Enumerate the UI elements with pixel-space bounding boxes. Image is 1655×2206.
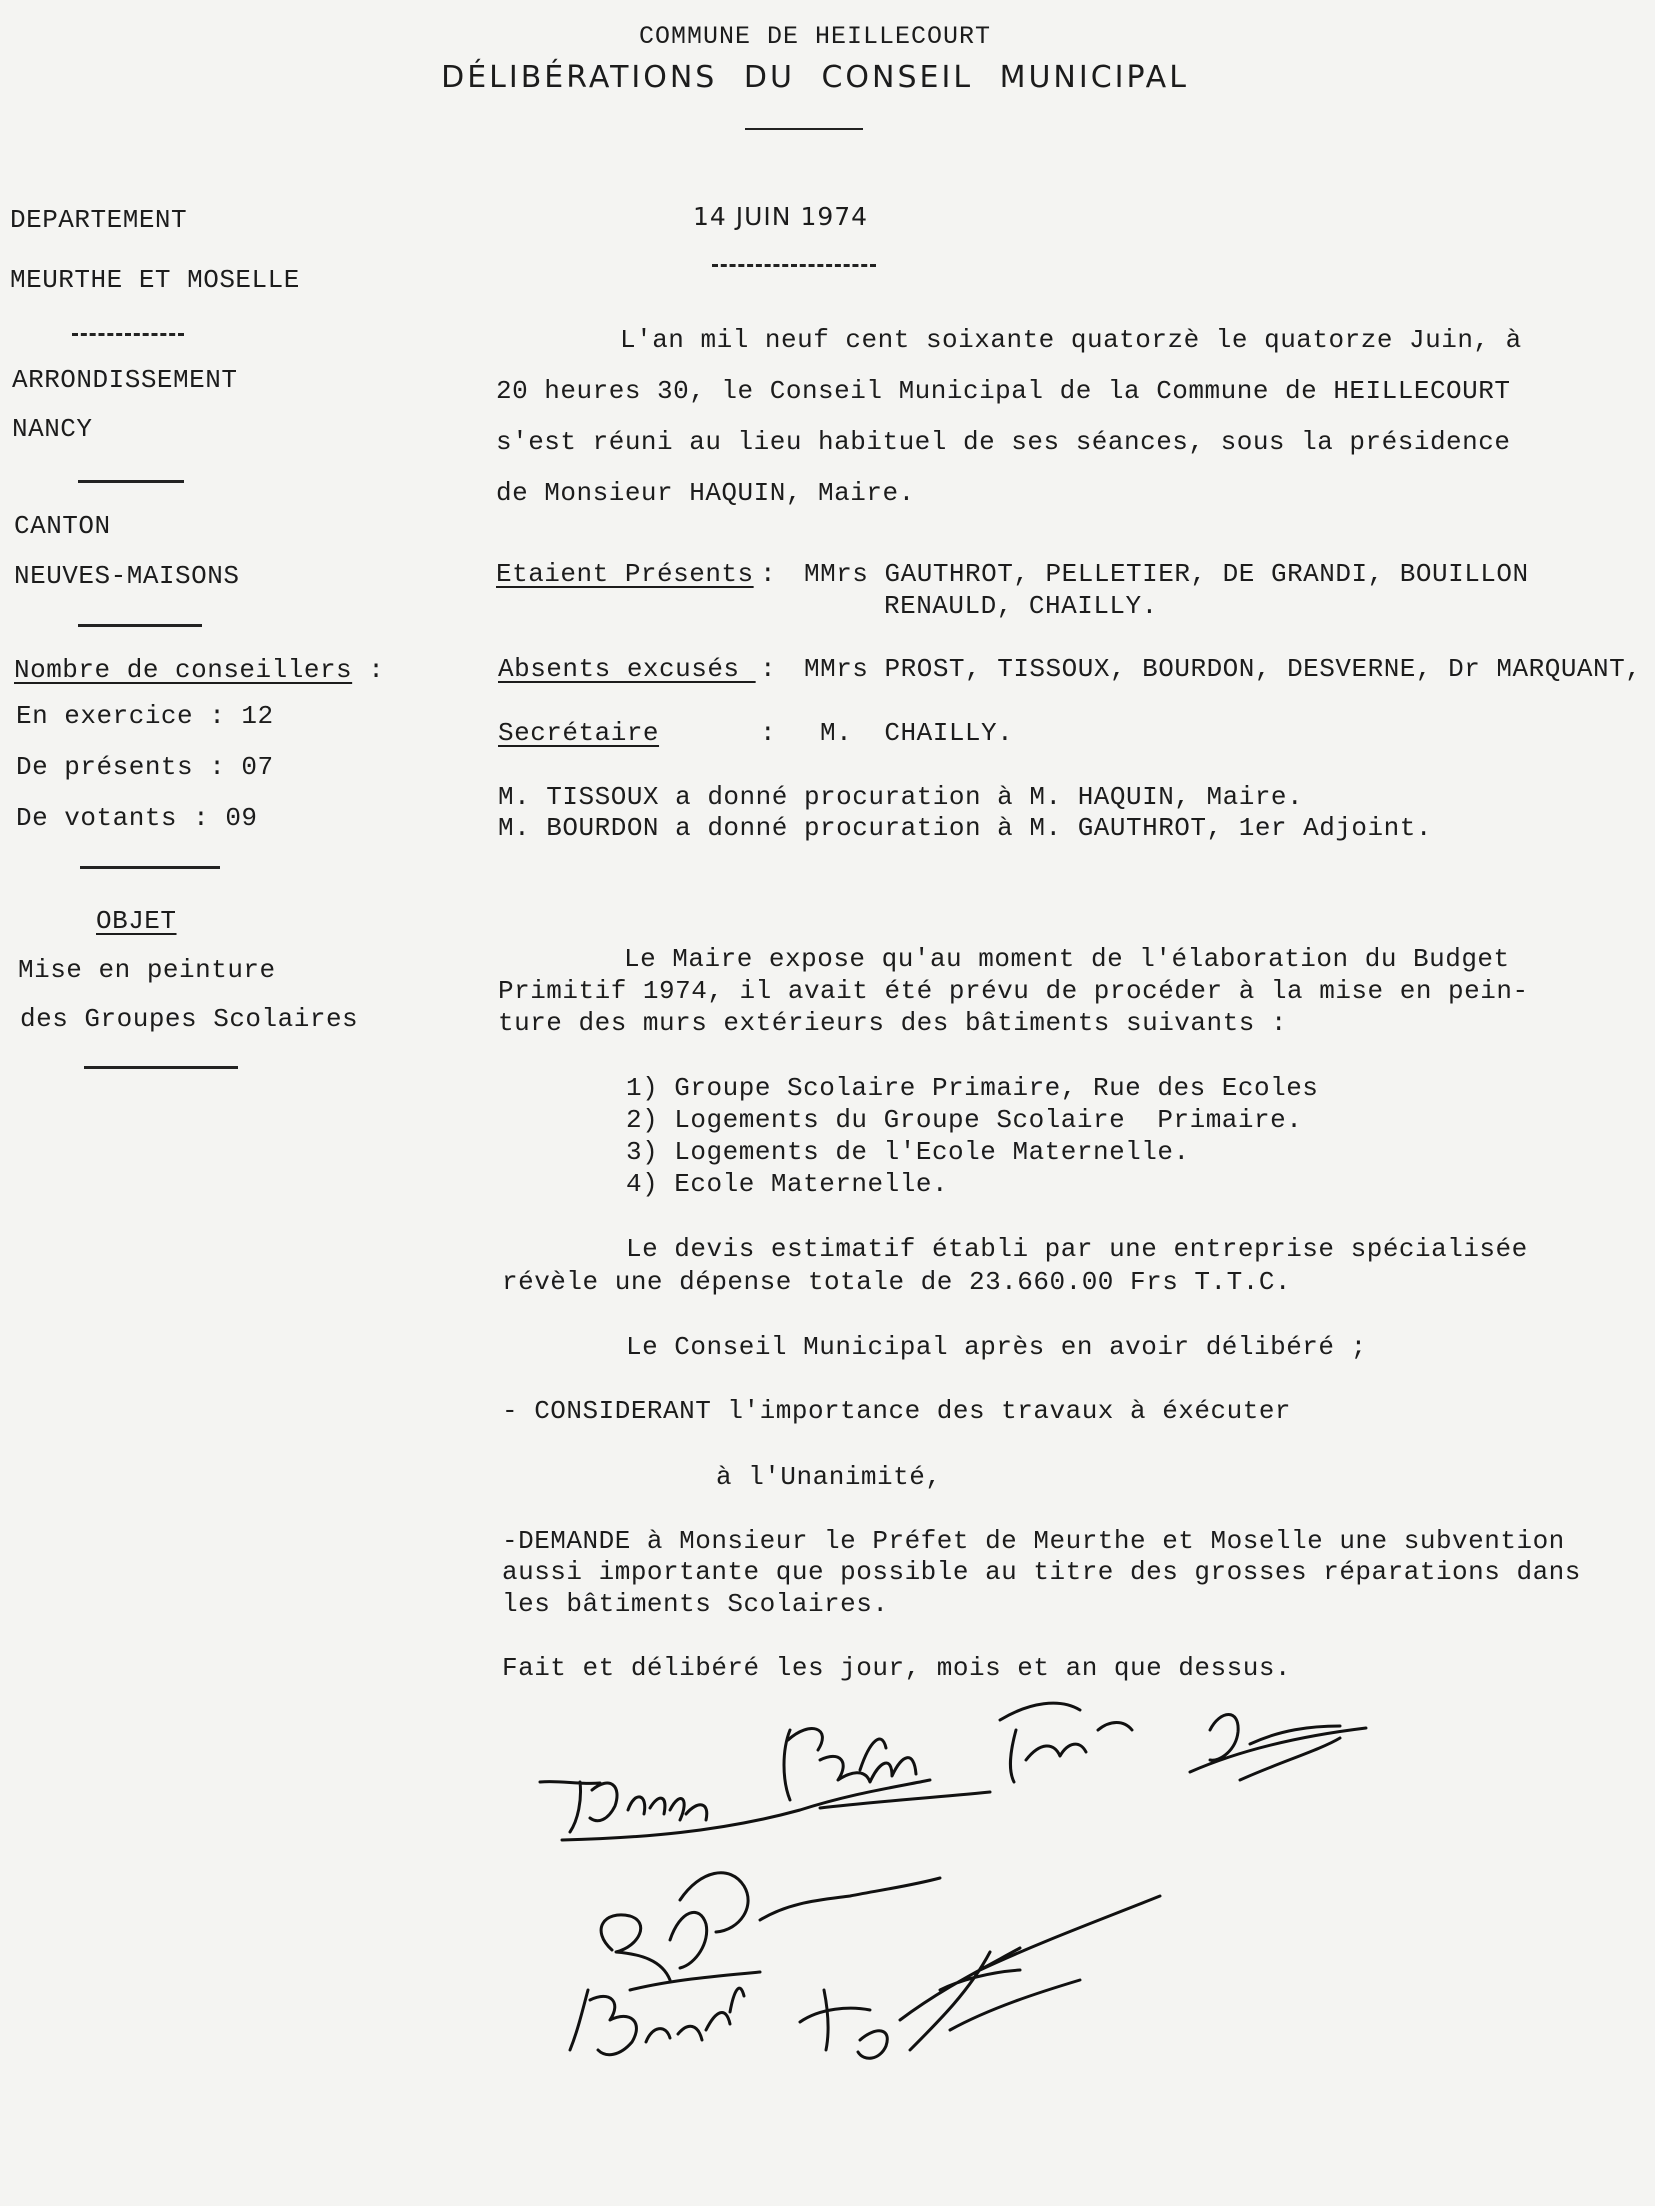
demande-line: aussi importante que possible au titre des grosses réparations dans: [502, 1557, 1581, 1587]
conseil-line: Le Conseil Municipal après en avoir délibéré ;: [626, 1332, 1367, 1362]
closing-line: Fait et délibéré les jour, mois et an que dessus.: [502, 1653, 1292, 1683]
canton-value: NEUVES-MAISONS: [14, 561, 240, 591]
sidebar-divider: [84, 1066, 238, 1069]
demande-line: les bâtiments Scolaires.: [502, 1589, 889, 1619]
departement-value: MEURTHE ET MOSELLE: [10, 265, 300, 295]
date-divider: [712, 264, 876, 267]
absents-label: Absents excusés: [498, 654, 756, 684]
presents-label: Etaient Présents: [496, 559, 754, 589]
sidebar-divider: [72, 333, 184, 336]
presents-colon: :: [760, 559, 777, 589]
presents-list: MMrs GAUTHROT, PELLETIER, DE GRANDI, BOUILLON: [804, 559, 1529, 589]
objet-line: Mise en peinture: [18, 955, 276, 985]
demande-line: -DEMANDE à Monsieur le Préfet de Meurthe et Moselle une subvention: [502, 1526, 1565, 1556]
commune-heading: COMMUNE DE HEILLECOURT: [638, 22, 992, 51]
signature: [784, 1729, 990, 1808]
considerant-line: - CONSIDERANT l'importance des travaux à éxécuter: [502, 1396, 1292, 1426]
session-date: 14 JUIN 1974: [693, 202, 869, 231]
expose-line: Le Maire expose qu'au moment de l'élaboration du Budget: [624, 944, 1510, 974]
signature: [680, 1873, 940, 1932]
presents-list: RENAULD, CHAILLY.: [884, 591, 1158, 621]
unanimite-line: à l'Unanimité,: [716, 1462, 942, 1492]
canton-label: CANTON: [14, 511, 111, 541]
batiment-item: 2) Logements du Groupe Scolaire Primaire.: [626, 1105, 1303, 1135]
absents-list: MMrs PROST, TISSOUX, BOURDON, DESVERNE, Dr MARQUANT,: [804, 654, 1642, 684]
presents-count: De présents : 07: [16, 752, 274, 782]
procuration-line: M. TISSOUX a donné procuration à M. HAQUIN, Maire.: [498, 782, 1304, 812]
objet-label: OBJET: [96, 906, 177, 936]
intro-line: 20 heures 30, le Conseil Municipal de la Commune de HEILLECOURT: [496, 376, 1511, 406]
batiment-item: 3) Logements de l'Ecole Maternelle.: [626, 1137, 1190, 1167]
sidebar-divider: [78, 480, 184, 483]
page-title: DÉLIBÉRATIONS DU CONSEIL MUNICIPAL: [441, 60, 1189, 95]
sidebar-divider: [80, 866, 220, 869]
conseillers-label: Nombre de conseillers: [14, 655, 353, 685]
signature: [800, 1948, 1020, 2058]
signature: [1190, 1715, 1366, 1781]
batiment-item: 1) Groupe Scolaire Primaire, Rue des Ecoles: [626, 1073, 1319, 1103]
signature: [540, 1782, 707, 1832]
conseillers-colon: :: [368, 655, 385, 685]
intro-line: de Monsieur HAQUIN, Maire.: [496, 478, 915, 508]
en-exercice-count: En exercice : 12: [16, 701, 274, 731]
expose-line: ture des murs extérieurs des bâtiments suivants :: [498, 1008, 1288, 1038]
objet-line: des Groupes Scolaires: [20, 1004, 359, 1034]
conseillers-heading: [14, 655, 384, 685]
expose-line: Primitif 1974, il avait été prévu de procéder à la mise en pein-: [498, 976, 1529, 1006]
signature: [1000, 1703, 1132, 1782]
devis-line: Le devis estimatif établi par une entreprise spécialisée: [626, 1234, 1528, 1264]
departement-label: DEPARTEMENT: [10, 205, 188, 235]
batiment-item: 4) Ecole Maternelle.: [626, 1169, 949, 1199]
signature: [570, 1988, 744, 2055]
devis-line: révèle une dépense totale de 23.660.00 Frs T.T.C.: [502, 1267, 1292, 1297]
arrondissement-label: ARRONDISSEMENT: [12, 365, 238, 395]
absents-colon: :: [760, 654, 777, 684]
signatures: [520, 1690, 1640, 2110]
intro-line: s'est réuni au lieu habituel de ses séances, sous la présidence: [496, 427, 1511, 457]
procuration-line: M. BOURDON a donné procuration à M. GAUTHROT, 1er Adjoint.: [498, 813, 1432, 843]
secretaire-label: Secrétaire: [498, 718, 660, 748]
votants-count: De votants : 09: [16, 803, 258, 833]
signature: [950, 1896, 1160, 2030]
secretaire-name: M. CHAILLY.: [820, 718, 1014, 748]
intro-line: L'an mil neuf cent soixante quatorzè le quatorze Juin, à: [620, 325, 1522, 355]
header-divider: [745, 128, 863, 130]
secretaire-colon: :: [760, 718, 777, 748]
sidebar-divider: [78, 624, 202, 627]
arrondissement-value: NANCY: [12, 414, 93, 444]
